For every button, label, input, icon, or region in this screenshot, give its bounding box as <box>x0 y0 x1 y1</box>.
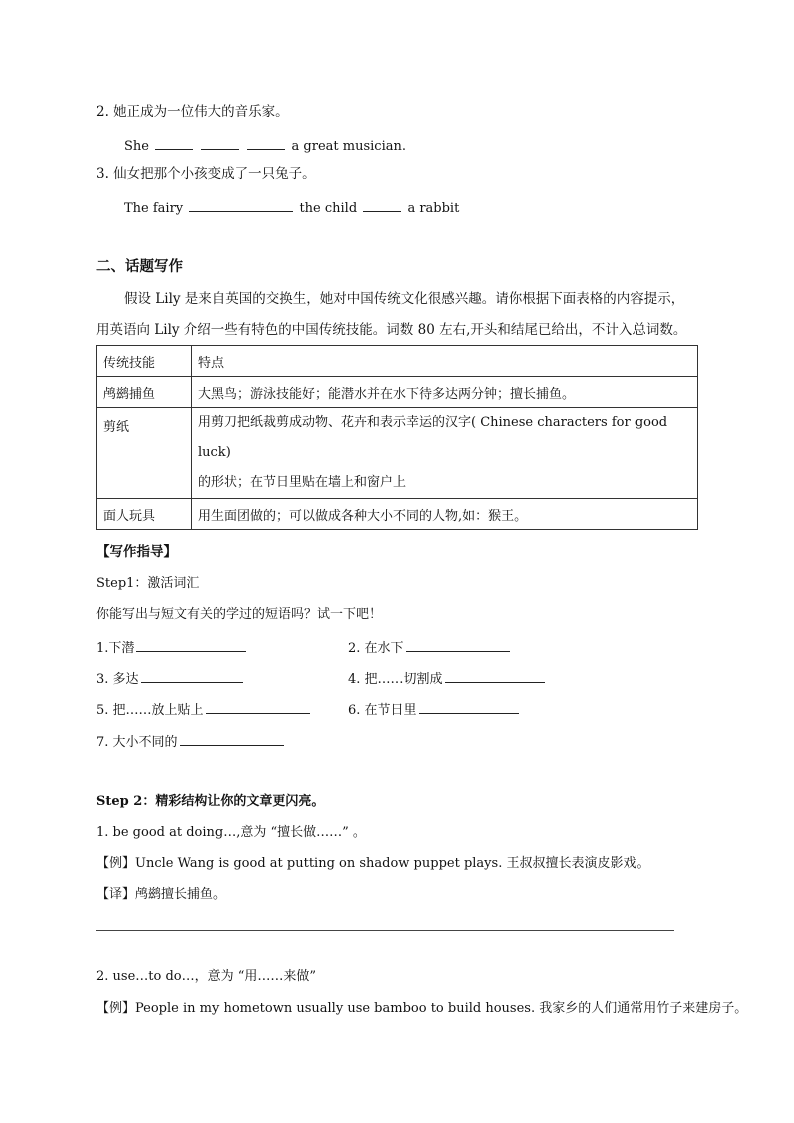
answer-line-start: The fairy <box>124 201 184 216</box>
table-cell-skill: 面人玩具 <box>97 499 192 530</box>
vocab-blank[interactable] <box>141 670 243 683</box>
step1-intro: 你能写出与短文有关的学过的短语吗？试一下吧！ <box>96 607 383 622</box>
vocab-item <box>96 701 312 717</box>
structure-2: 2. use…to do…，意为 “用……来做” <box>96 969 317 984</box>
guide-heading: 【写作指导】 <box>96 544 177 560</box>
answer-line-mid: the child <box>299 201 358 216</box>
table-cell-skill: 鸬鹚捕鱼 <box>97 377 192 408</box>
table-header-row <box>97 346 698 377</box>
vocab-label: 1.下潜 <box>96 641 135 656</box>
skills-table <box>96 345 698 530</box>
table-cell-feature-line: 用剪刀把纸裁剪成动物、花卉和表示幸运的汉字( Chinese characters for good luck) <box>198 415 668 460</box>
vocab-label: 6. 在节日里 <box>348 703 417 718</box>
answer-blank[interactable] <box>155 137 193 150</box>
vocab-label: 5. 把……放上贴上 <box>96 703 204 718</box>
answer-line-end: a rabbit <box>407 201 460 216</box>
vocab-item <box>348 639 512 655</box>
vocab-item <box>96 733 286 749</box>
vocab-label: 3. 多达 <box>96 672 139 687</box>
vocab-label: 4. 把……切割成 <box>348 672 443 687</box>
step1-title: Step1：激活词汇 <box>96 576 200 591</box>
question-3-label: 3. 仙女把那个小孩变成了一只兔子。 <box>96 166 316 182</box>
vocab-item <box>348 701 521 717</box>
table-cell-feature: 大黑鸟；游泳技能好；能潜水并在水下待多达两分钟；擅长捕鱼。 <box>192 377 698 408</box>
answer-blank[interactable] <box>247 137 285 150</box>
table-header-skill: 传统技能 <box>97 346 192 377</box>
answer-line-start: She <box>124 139 149 154</box>
vocab-item <box>96 639 248 655</box>
question-2-label: 2. 她正成为一位伟大的音乐家。 <box>96 104 289 120</box>
vocab-item <box>96 670 245 686</box>
step2-title: Step 2：精彩结构让你的文章更闪亮。 <box>96 794 325 809</box>
vocab-blank[interactable] <box>419 701 519 714</box>
answer-line-end: a great musician. <box>291 139 406 154</box>
section-heading: 二、话题写作 <box>96 258 183 275</box>
answer-blank[interactable] <box>189 199 293 212</box>
table-row <box>97 408 698 499</box>
answer-writing-line[interactable] <box>96 930 674 931</box>
table-row <box>97 377 698 408</box>
vocab-blank[interactable] <box>445 670 545 683</box>
answer-blank[interactable] <box>201 137 239 150</box>
question-3-answer-line <box>124 199 459 215</box>
table-cell-feature-line: 的形状；在节日里贴在墙上和窗户上 <box>198 475 407 490</box>
vocab-item <box>348 670 547 686</box>
table-header-feature: 特点 <box>192 346 698 377</box>
structure-2-example: 【例】People in my hometown usually use bamboo to build houses. 我家乡的人们通常用竹子来建房子。 <box>96 1001 748 1016</box>
prompt-line-2: 用英语向 Lily 介绍一些有特色的中国传统技能。词数 80 左右,开头和结尾已给出，不计入总词数。 <box>96 322 687 338</box>
structure-1-example: 【例】Uncle Wang is good at putting on shadow puppet plays. 王叔叔擅长表演皮影戏。 <box>96 856 650 871</box>
prompt-line-1: 假设 Lily 是来自英国的交换生，她对中国传统文化很感兴趣。请你根据下面表格的内容提示， <box>124 291 685 307</box>
table-cell-feature <box>192 408 698 499</box>
vocab-blank[interactable] <box>206 701 310 714</box>
vocab-blank[interactable] <box>406 639 510 652</box>
table-cell-skill: 剪纸 <box>97 408 192 499</box>
structure-1-translate: 【译】鸬鹚擅长捕鱼。 <box>96 887 227 902</box>
table-cell-feature: 用生面团做的；可以做成各种大小不同的人物,如：猴王。 <box>192 499 698 530</box>
question-2-answer-line <box>124 137 406 153</box>
vocab-label: 2. 在水下 <box>348 641 404 656</box>
answer-blank[interactable] <box>363 199 401 212</box>
table-row <box>97 499 698 530</box>
vocab-blank[interactable] <box>180 733 284 746</box>
vocab-blank[interactable] <box>136 639 246 652</box>
vocab-label: 7. 大小不同的 <box>96 735 178 750</box>
structure-1: 1. be good at doing…,意为 “擅长做……” 。 <box>96 825 366 840</box>
